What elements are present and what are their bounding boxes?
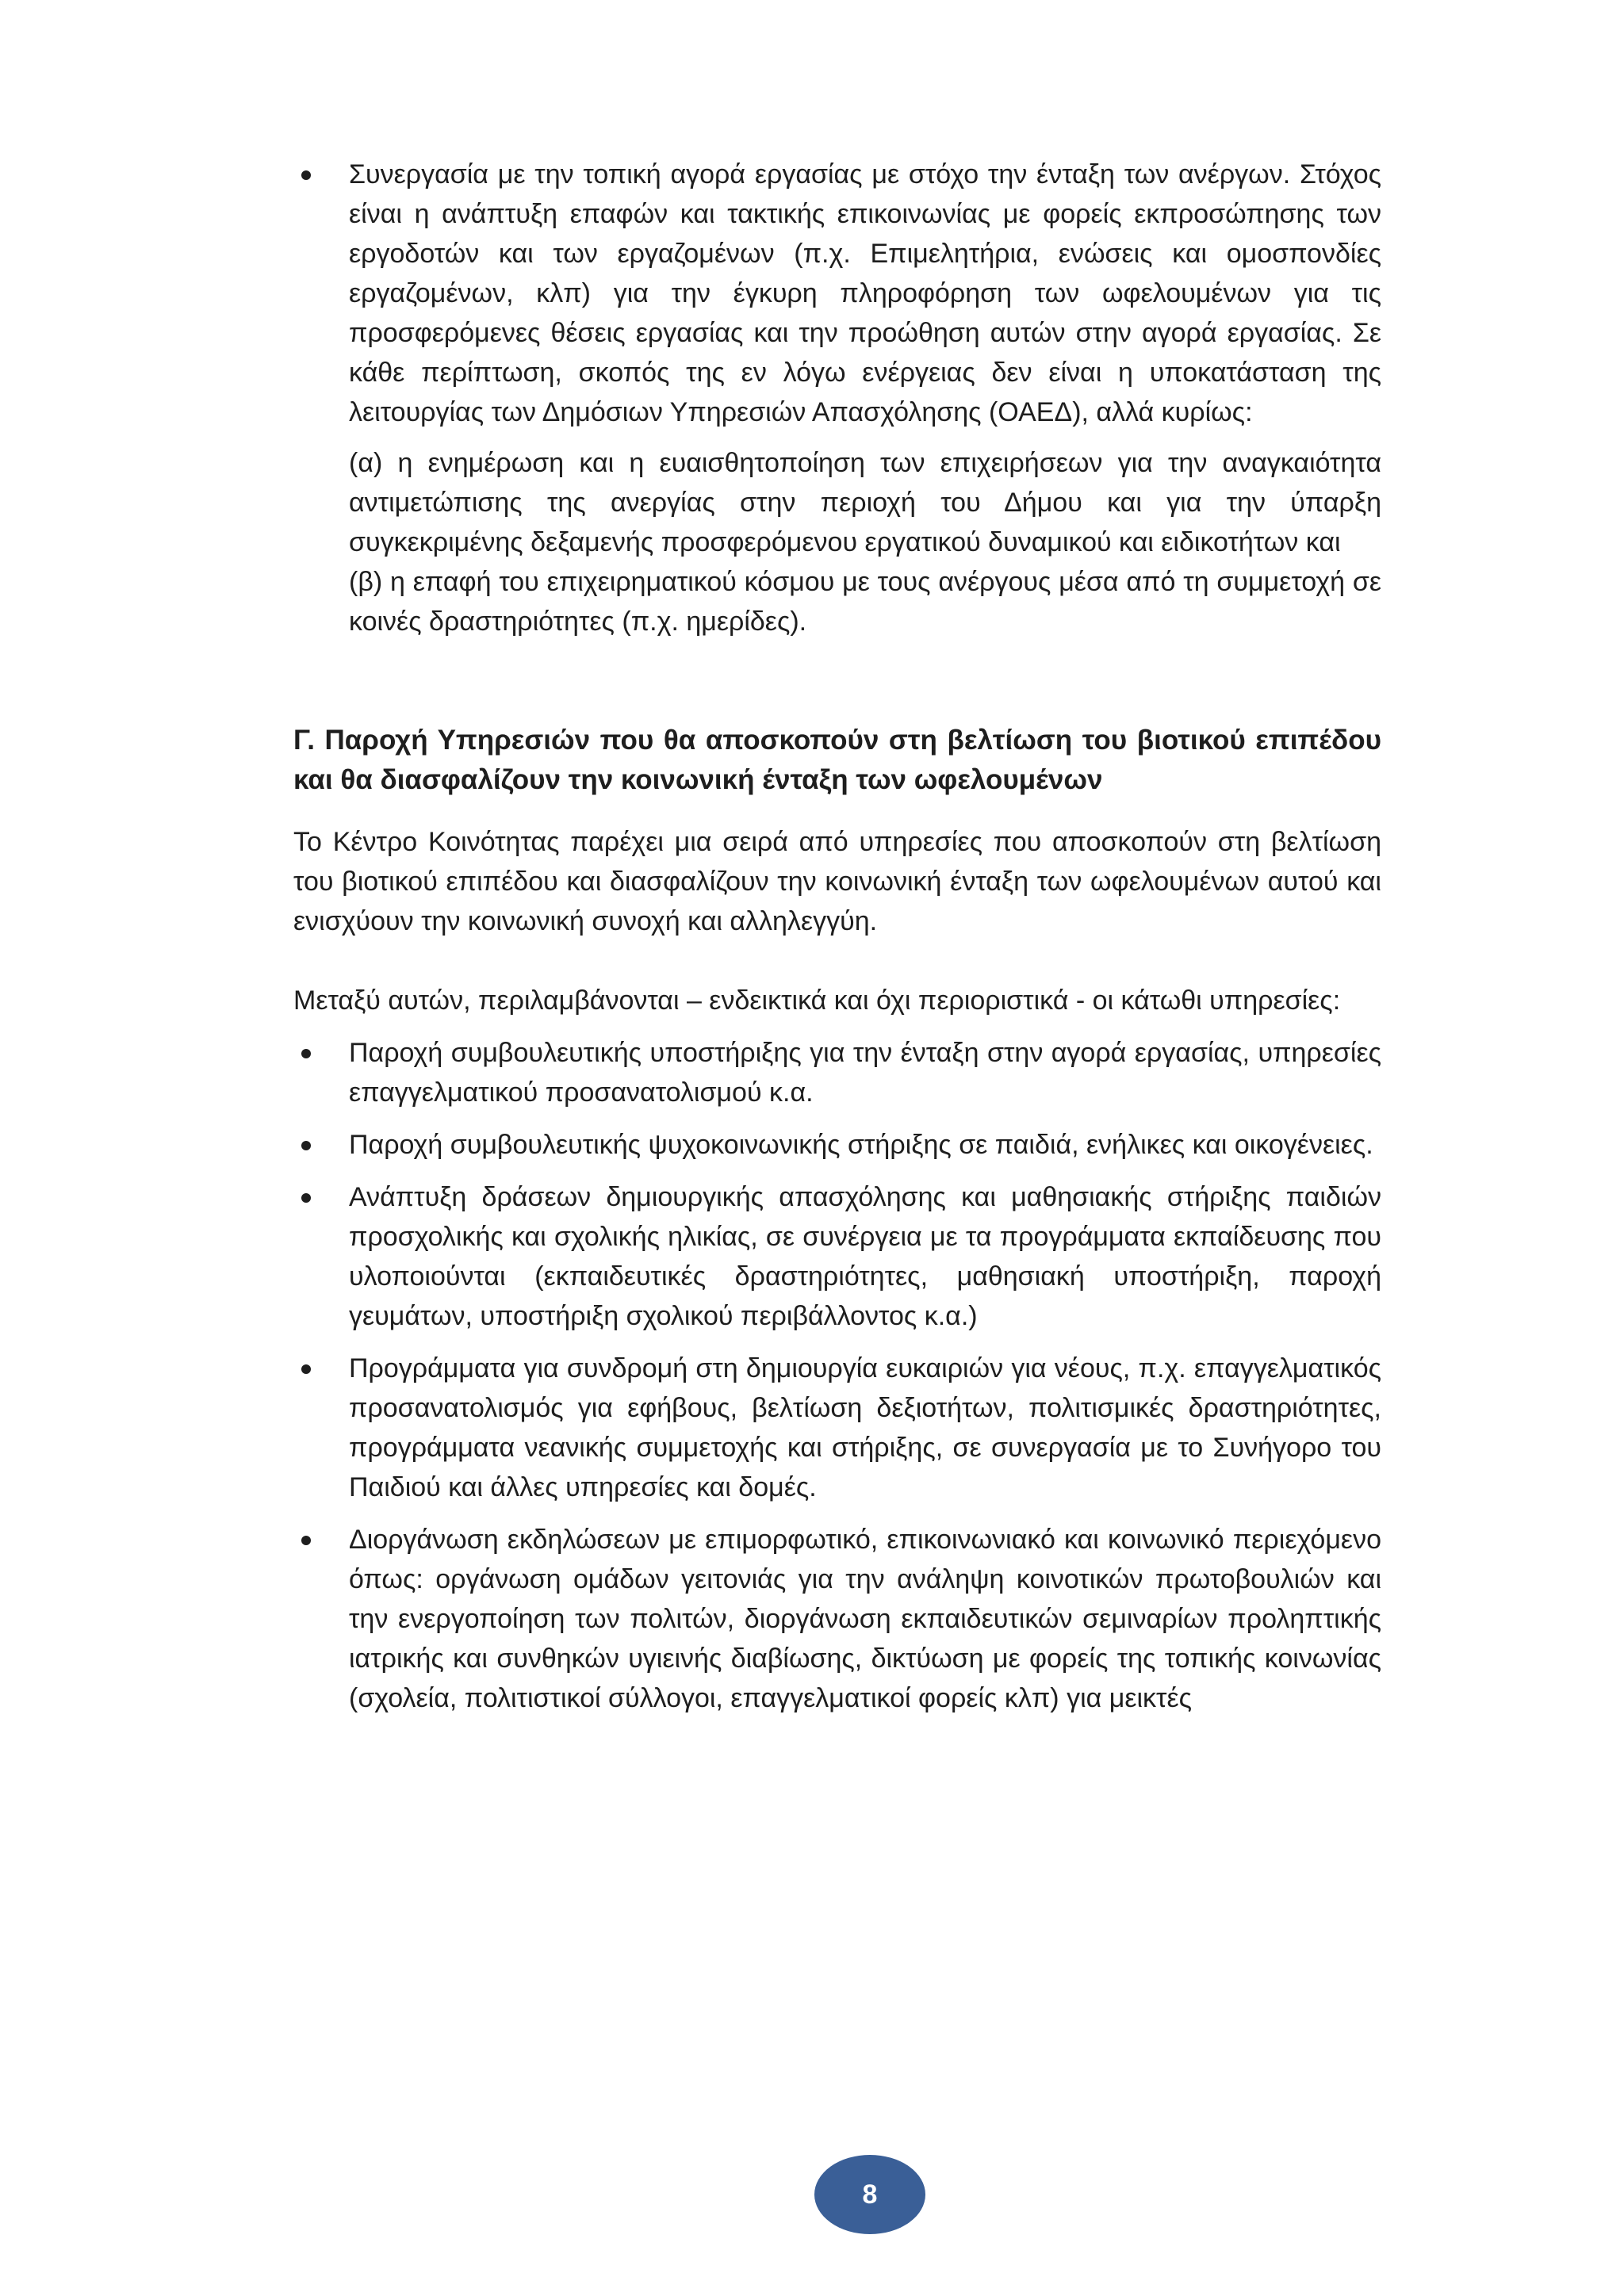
list-item — [293, 1177, 1381, 1336]
list-item — [293, 1520, 1381, 1718]
list-intro: Μεταξύ αυτών, περιλαμβάνονται – ενδεικτικά και όχι περιοριστικά - οι κάτωθι υπηρεσίες: — [293, 985, 1341, 1016]
section-heading: Γ. Παροχή Υπηρεσιών που θα αποσκοπούν στη βελτίωση του βιοτικού επιπέδου και θα διασφαλίζουν την κοινωνική ένταξη των ωφελουμένων — [293, 725, 1381, 795]
bullet-icon — [301, 1536, 311, 1545]
list-item-text: Παροχή συμβουλευτικής ψυχοκοινωνικής στήριξης σε παιδιά, ενήλικες και οικογένειες. — [349, 1130, 1373, 1160]
bullet-icon — [301, 1364, 311, 1374]
sub-item-b: (β) η επαφή του επιχειρηματικού κόσμου με τους ανέργους μέσα από τη συμμετοχή σε κοινές δραστηριότητες (π.χ. ημερίδες). — [349, 567, 1381, 637]
list-item-text: Παροχή συμβουλευτικής υποστήριξης για την ένταξη στην αγορά εργασίας, υπηρεσίες επαγγελματικού προσανατολισμού κ.α. — [349, 1038, 1381, 1108]
list-item-labor-market — [293, 155, 1381, 432]
bullet-icon — [301, 170, 311, 180]
document-page — [293, 155, 1381, 1718]
sub-item-a: (α) η ενημέρωση και η ευαισθητοποίηση των επιχειρήσεων για την αναγκαιότητα αντιμετώπισης της ανεργίας στην περιοχή του Δήμου και για την ύπαρξη συγκεκριμένης δεξαμενής προσφερόμενου εργατικού δυναμικού και ειδικοτήτων και — [349, 448, 1381, 557]
intro-paragraph: Το Κέντρο Κοινότητας παρέχει μια σειρά από υπηρεσίες που αποσκοπούν στη βελτίωση του βιοτικού επιπέδου και διασφαλίζουν την κοινωνική ένταξη των ωφελουμένων αυτού και ενισχύουν την κοινωνική συνοχή και αλληλεγγύη. — [293, 827, 1381, 936]
list-item-text: Προγράμματα για συνδρομή στη δημιουργία ευκαιριών για νέους, π.χ. επαγγελματικός προσανατολισμός για εφήβους, βελτίωση δεξιοτήτων, πολιτισμικές δραστηριότητες, προγράμματα νεανικής συμμετοχής και στήριξης, σε συνεργασία με το Συνήγορο του Παιδιού και άλλες υπηρεσίες και δομές. — [349, 1353, 1381, 1502]
page-number-badge: 8 — [814, 2155, 925, 2234]
paragraph: Συνεργασία με την τοπική αγορά εργασίας με στόχο την ένταξη των ανέργων. Στόχος είναι η ανάπτυξη επαφών και τακτικής επικοινωνίας με φορείς εκπροσώπησης των εργοδοτών και των εργαζομένων (π.χ. Επιμελητήρια, ενώσεις και ομοσπονδίες εργαζομένων, κλπ) για την έγκυρη πληροφόρηση των ωφελουμένων για τις προσφερόμενες θέσεις εργασίας και την προώθηση αυτών στην αγορά εργασίας. Σε κάθε περίπτωση, σκοπός της εν λόγω ενέργειας δεν είναι η υποκατάσταση της λειτουργίας των Δημόσιων Υπηρεσιών Απασχόλησης (ΟΑΕΔ), αλλά κυρίως: — [349, 159, 1381, 427]
list-item — [293, 1033, 1381, 1112]
bullet-icon — [301, 1141, 311, 1150]
list-item-text: Διοργάνωση εκδηλώσεων με επιμορφωτικό, επικοινωνιακό και κοινωνικό περιεχόμενο όπως: οργάνωση ομάδων γειτονιάς για την ανάληψη κοινοτικών πρωτοβουλιών και την ενεργοποίηση των πολιτών, διοργάνωση εκπαιδευτικών σεμιναρίων προληπτικής ιατρικής και συνθηκών υγιεινής διαβίωσης, δικτύωση με φορείς της τοπικής κοινωνίας (σχολεία, πολιτιστικοί σύλλογοι, επαγγελματικοί φορείς κλπ) για μεικτές — [349, 1525, 1381, 1713]
list-item — [293, 1349, 1381, 1507]
list-item-text: Ανάπτυξη δράσεων δημιουργικής απασχόλησης και μαθησιακής στήριξης παιδιών προσχολικής και σχολικής ηλικίας, σε συνέργεια με τα προγράμματα εκπαίδευσης που υλοποιούνται (εκπαιδευτικές δραστηριότητες, μαθησιακή υποστήριξη, παροχή γευμάτων, υποστήριξη σχολικού περιβάλλοντος κ.α.) — [349, 1182, 1381, 1331]
bullet-icon — [301, 1193, 311, 1203]
bullet-icon — [301, 1049, 311, 1058]
list-item — [293, 1125, 1381, 1165]
